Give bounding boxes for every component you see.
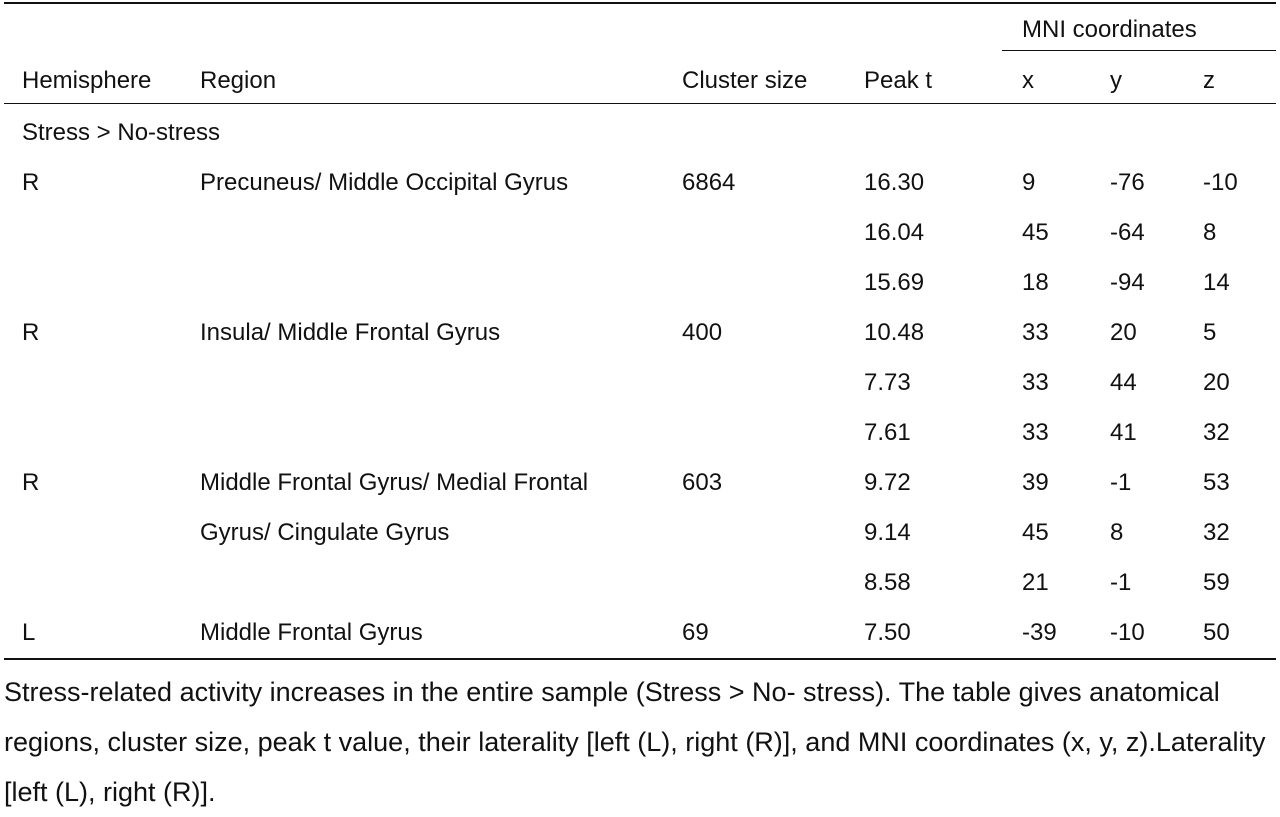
cell-region: Insula/ Middle Frontal Gyrus <box>200 319 501 346</box>
cell-cluster-size: 400 <box>682 319 723 346</box>
cell-peak-t: 10.48 <box>864 319 925 346</box>
cell-peak-t: 8.58 <box>864 569 911 596</box>
cell-x: 45 <box>1022 219 1049 246</box>
cell-y: -94 <box>1110 269 1145 296</box>
table-top-rule <box>4 2 1276 4</box>
cell-y: 20 <box>1110 319 1137 346</box>
cell-x: 33 <box>1022 419 1049 446</box>
cell-hemisphere: R <box>22 469 40 496</box>
cell-x: 18 <box>1022 269 1049 296</box>
cell-x: 21 <box>1022 569 1049 596</box>
cell-peak-t: 15.69 <box>864 269 925 296</box>
cell-hemisphere: R <box>22 319 40 346</box>
column-header-peak-t: Peak t <box>864 67 933 94</box>
cell-x: 9 <box>1022 169 1036 196</box>
cell-z: 32 <box>1203 419 1230 446</box>
cell-region: Precuneus/ Middle Occipital Gyrus <box>200 169 569 196</box>
cell-x: 45 <box>1022 519 1049 546</box>
header-bottom-rule <box>4 103 1276 104</box>
cell-y: -1 <box>1110 569 1132 596</box>
cell-x: 33 <box>1022 369 1049 396</box>
cell-z: 53 <box>1203 469 1230 496</box>
cell-peak-t: 9.72 <box>864 469 911 496</box>
cell-x: -39 <box>1022 619 1057 646</box>
cell-hemisphere: R <box>22 169 40 196</box>
cell-x: 33 <box>1022 319 1049 346</box>
cell-y: 8 <box>1110 519 1124 546</box>
cell-y: -64 <box>1110 219 1145 246</box>
mni-group-header: MNI coordinates <box>1022 16 1197 43</box>
cell-x: 39 <box>1022 469 1049 496</box>
mni-header-rule <box>1002 50 1276 51</box>
column-header-x: x <box>1022 67 1034 94</box>
column-header-z: z <box>1203 67 1215 94</box>
column-header-cluster-size: Cluster size <box>682 67 808 94</box>
cell-peak-t: 7.61 <box>864 419 911 446</box>
cell-z: -10 <box>1203 169 1238 196</box>
cell-z: 14 <box>1203 269 1230 296</box>
section-label: Stress > No-stress <box>22 119 221 146</box>
cell-cluster-size: 6864 <box>682 169 736 196</box>
cell-cluster-size: 69 <box>682 619 709 646</box>
cell-y: 41 <box>1110 419 1137 446</box>
cell-z: 59 <box>1203 569 1230 596</box>
cell-peak-t: 9.14 <box>864 519 911 546</box>
cell-region: Gyrus/ Cingulate Gyrus <box>200 519 450 546</box>
cell-y: -1 <box>1110 469 1132 496</box>
cell-peak-t: 16.30 <box>864 169 925 196</box>
cell-peak-t: 7.73 <box>864 369 911 396</box>
cell-region: Middle Frontal Gyrus/ Medial Frontal <box>200 469 589 496</box>
cell-z: 20 <box>1203 369 1230 396</box>
column-header-region: Region <box>200 67 277 94</box>
table-caption: Stress-related activity increases in the entire sample (Stress > No- stress). The table gives anatomical regions, cluster size, peak t value, their laterality [left (L), right (R)], and MNI coordinates (x, y, z).Laterality [left (L), right (R)]. <box>4 677 1266 807</box>
cell-z: 32 <box>1203 519 1230 546</box>
cell-hemisphere: L <box>22 619 36 646</box>
column-header-y: y <box>1110 67 1122 94</box>
cell-z: 5 <box>1203 319 1217 346</box>
cell-region: Middle Frontal Gyrus <box>200 619 423 646</box>
cell-y: -10 <box>1110 619 1145 646</box>
table-bottom-rule <box>4 658 1276 660</box>
cell-y: 44 <box>1110 369 1137 396</box>
cell-peak-t: 16.04 <box>864 219 925 246</box>
cell-peak-t: 7.50 <box>864 619 911 646</box>
cell-z: 50 <box>1203 619 1230 646</box>
cell-z: 8 <box>1203 219 1217 246</box>
cell-cluster-size: 603 <box>682 469 723 496</box>
column-header-hemisphere: Hemisphere <box>22 67 152 94</box>
cell-y: -76 <box>1110 169 1145 196</box>
